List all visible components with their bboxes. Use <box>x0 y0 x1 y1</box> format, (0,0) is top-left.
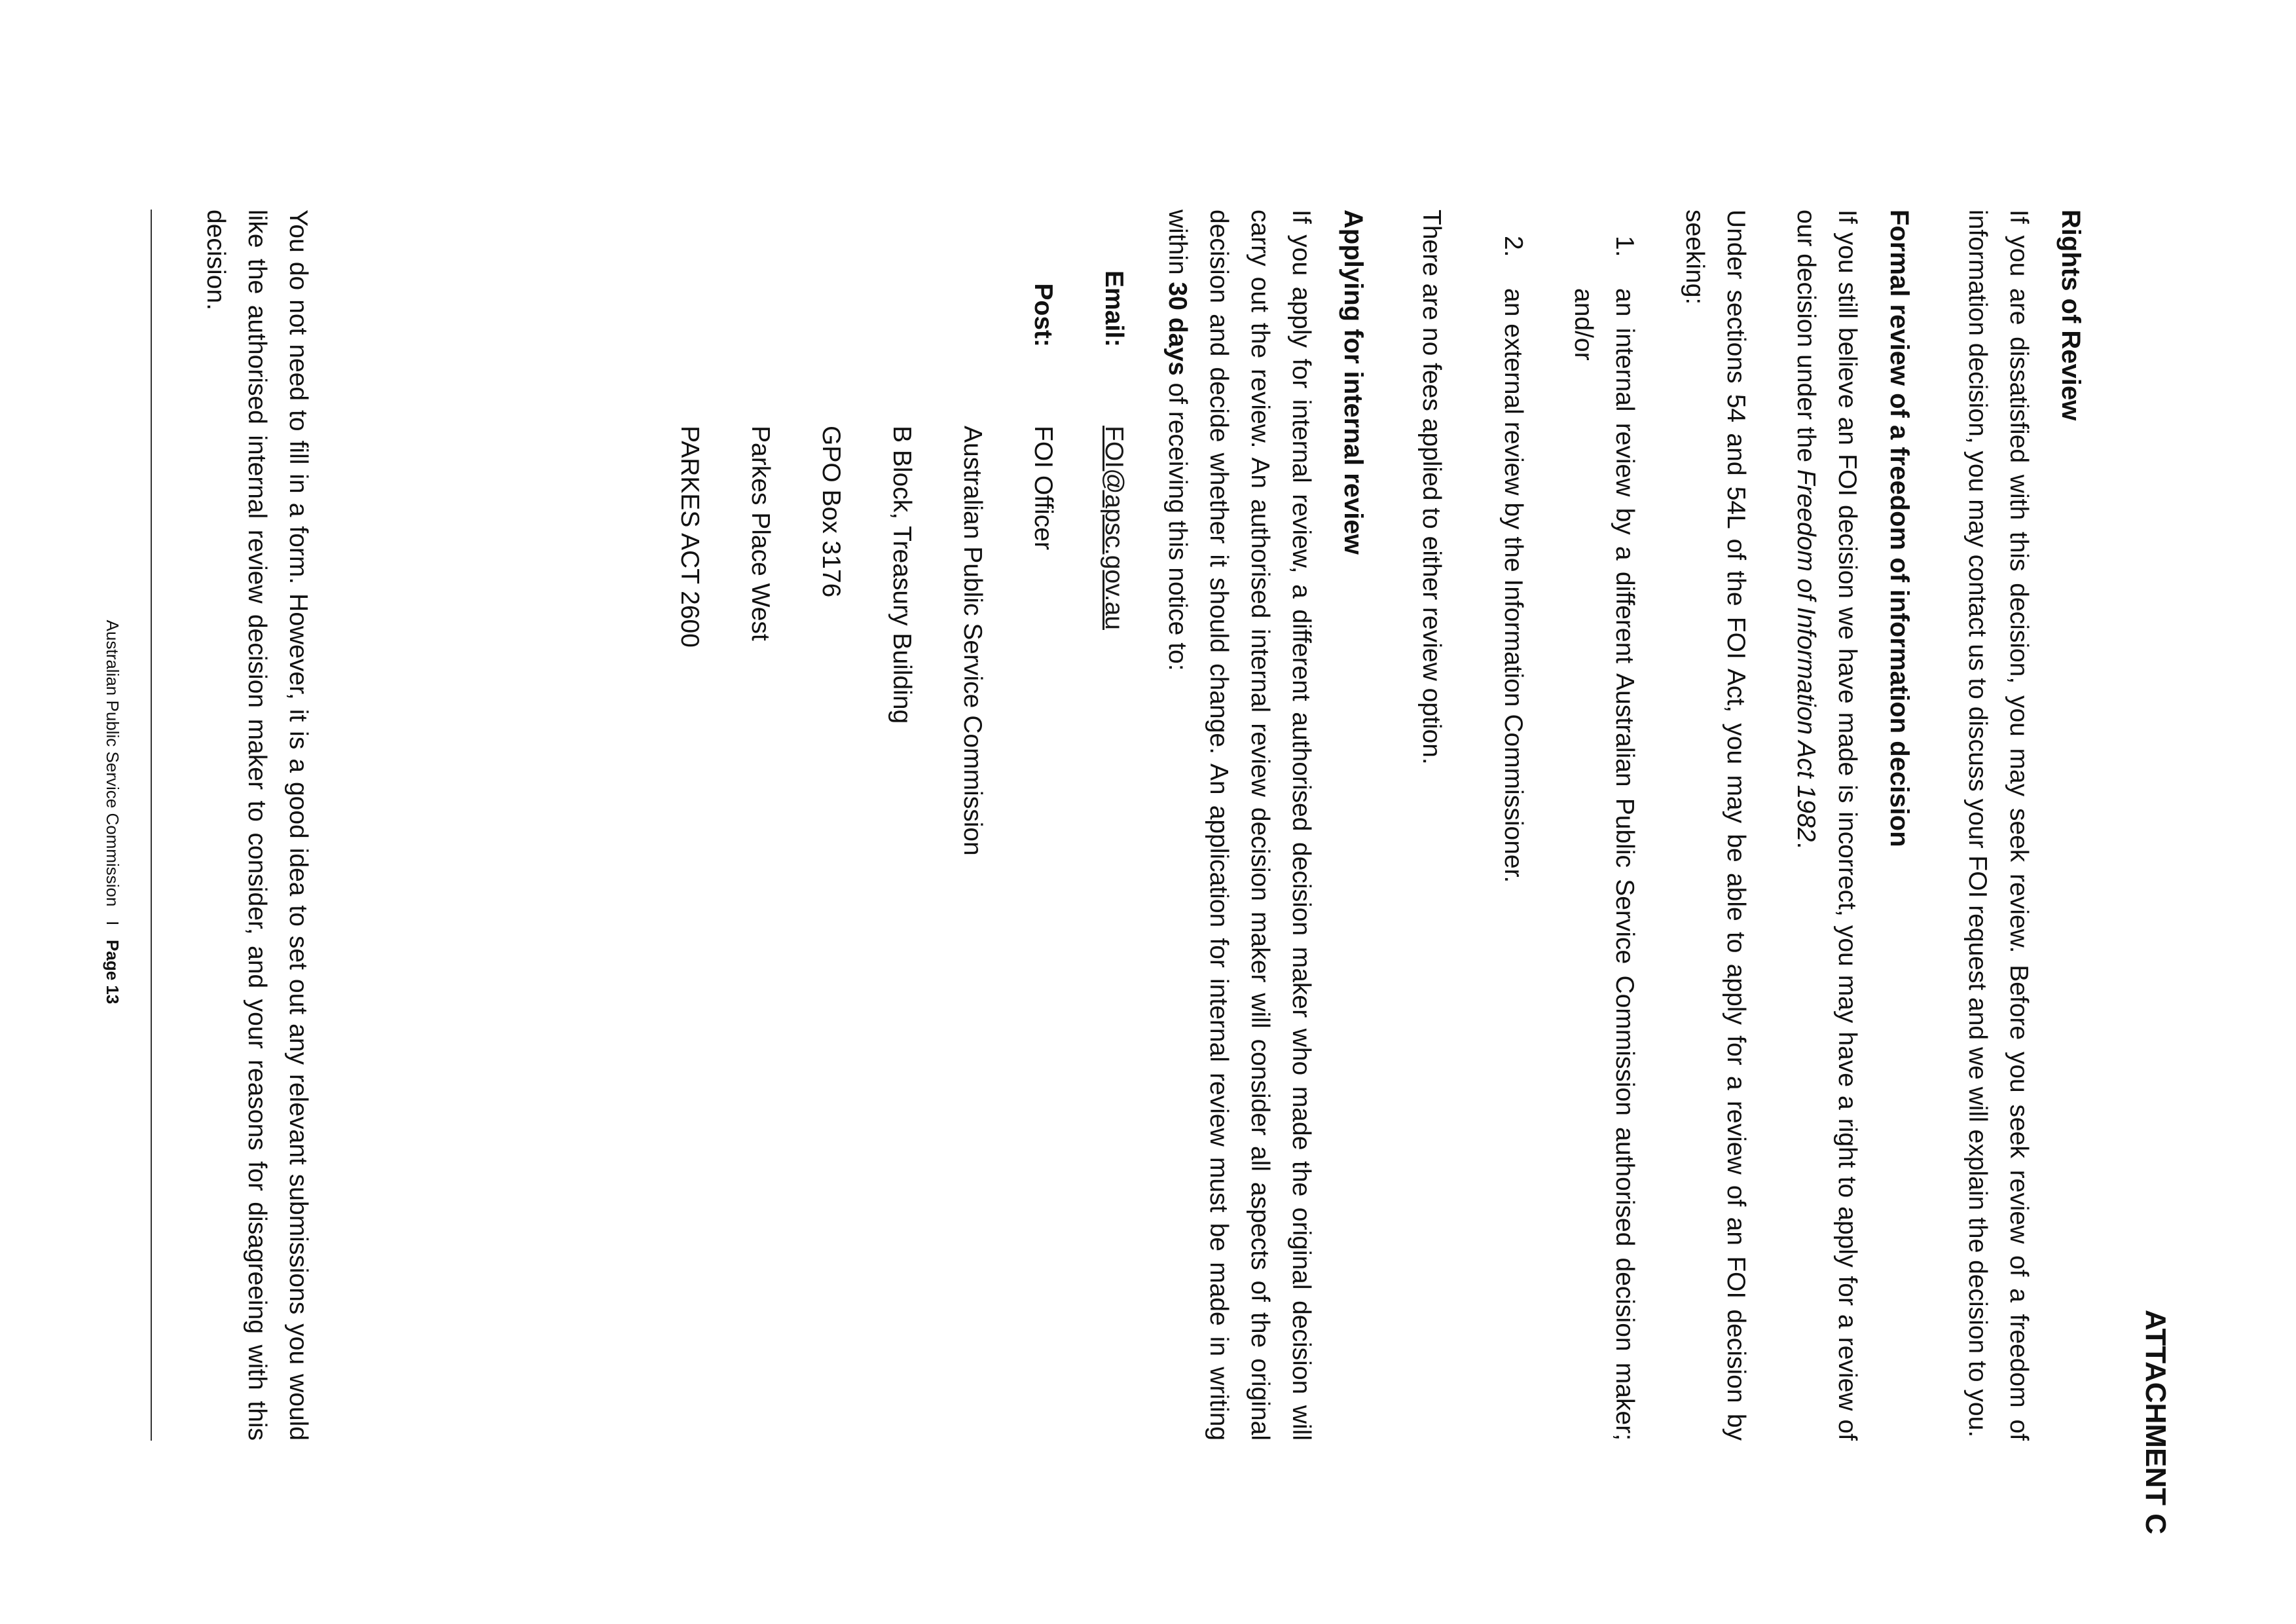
address-line: PARKES ACT 2600 <box>676 426 704 648</box>
footer-divider <box>151 210 152 1441</box>
internal-review-suffix: of receiving this notice to: <box>1163 375 1192 671</box>
days-emphasis: 30 days <box>1163 282 1192 376</box>
page-content <box>607 210 2086 1441</box>
page-footer <box>102 0 122 1624</box>
attachment-label: ATTACHMENT C <box>2140 1310 2172 1534</box>
internal-review-heading: Applying for internal review <box>1339 210 1368 555</box>
formal-review-text: If you still believe an FOI decision we have made is incorrect, you may have a right to apply for a review of our decision under the <box>1792 210 1861 1441</box>
email-row <box>1057 210 1128 1441</box>
footer-separator: I <box>103 921 122 926</box>
contact-details <box>633 210 1128 1441</box>
list-item <box>1563 210 1645 1441</box>
closing-paragraph: You do not need to fill in a form. However, it is a good idea to set out any relevant submissions you would like the authorised internal review decision maker to consider, and your reasons for disagreeing with this decision. <box>202 210 312 1441</box>
page-number: Page 13 <box>103 940 122 1005</box>
footer-organisation: Australian Public Service Commission <box>103 619 122 907</box>
address-line: FOI Officer <box>1029 426 1057 550</box>
list-text: an internal review by a different Australian Public Service Commission authorised decision maker; and/or <box>1569 288 1639 1441</box>
post-label: Post: <box>1029 283 1057 347</box>
address-line: B Block, Treasury Building <box>888 426 916 724</box>
address-line: Parkes Place West <box>746 426 774 641</box>
address-line: GPO Box 3176 <box>817 426 845 598</box>
review-options-list <box>1493 210 1645 1441</box>
list-item <box>1493 210 1534 1441</box>
email-label: Email: <box>1100 270 1128 347</box>
postal-address <box>633 426 1057 856</box>
formal-review-paragraph <box>1785 210 1868 1441</box>
list-text: an external review by the Information Commissioner. <box>1499 288 1527 883</box>
formal-review-heading: Formal review of a freedom of information decision <box>1885 210 1914 847</box>
rights-of-review-heading: Rights of Review <box>2056 210 2085 421</box>
list-number: 2. <box>1499 236 1527 257</box>
list-number: 1. <box>1611 236 1639 257</box>
fees-paragraph: There are no fees applied to either review option. <box>1417 210 1446 765</box>
formal-review-suffix: . <box>1792 841 1820 849</box>
internal-review-paragraph <box>1157 210 1322 1441</box>
internal-review-text: If you apply for internal review, a different authorised decision maker who made the original decision will carry out the review. An authorised internal review decision maker will consider all aspects of the original decision and decide whether it should change. An application for internal review must be made in writing within <box>1163 210 1315 1441</box>
email-link[interactable]: FOI@apsc.gov.au <box>1100 426 1128 630</box>
sections-paragraph: Under sections 54 and 54L of the FOI Act, you may be able to apply for a review of an FOI decision by seeking: <box>1681 210 1750 1441</box>
post-row <box>633 210 1057 1441</box>
act-name: Freedom of Information Act 1982 <box>1792 469 1820 842</box>
rights-of-review-paragraph: If you are dissatisfied with this decision, you may seek review. Before you seek review of a freedom of information decision, you may contact us to discuss your FOI request and we will explain the decision to you. <box>1963 210 2033 1441</box>
address-line: Australian Public Service Commission <box>958 426 987 856</box>
email-value <box>1057 426 1128 630</box>
